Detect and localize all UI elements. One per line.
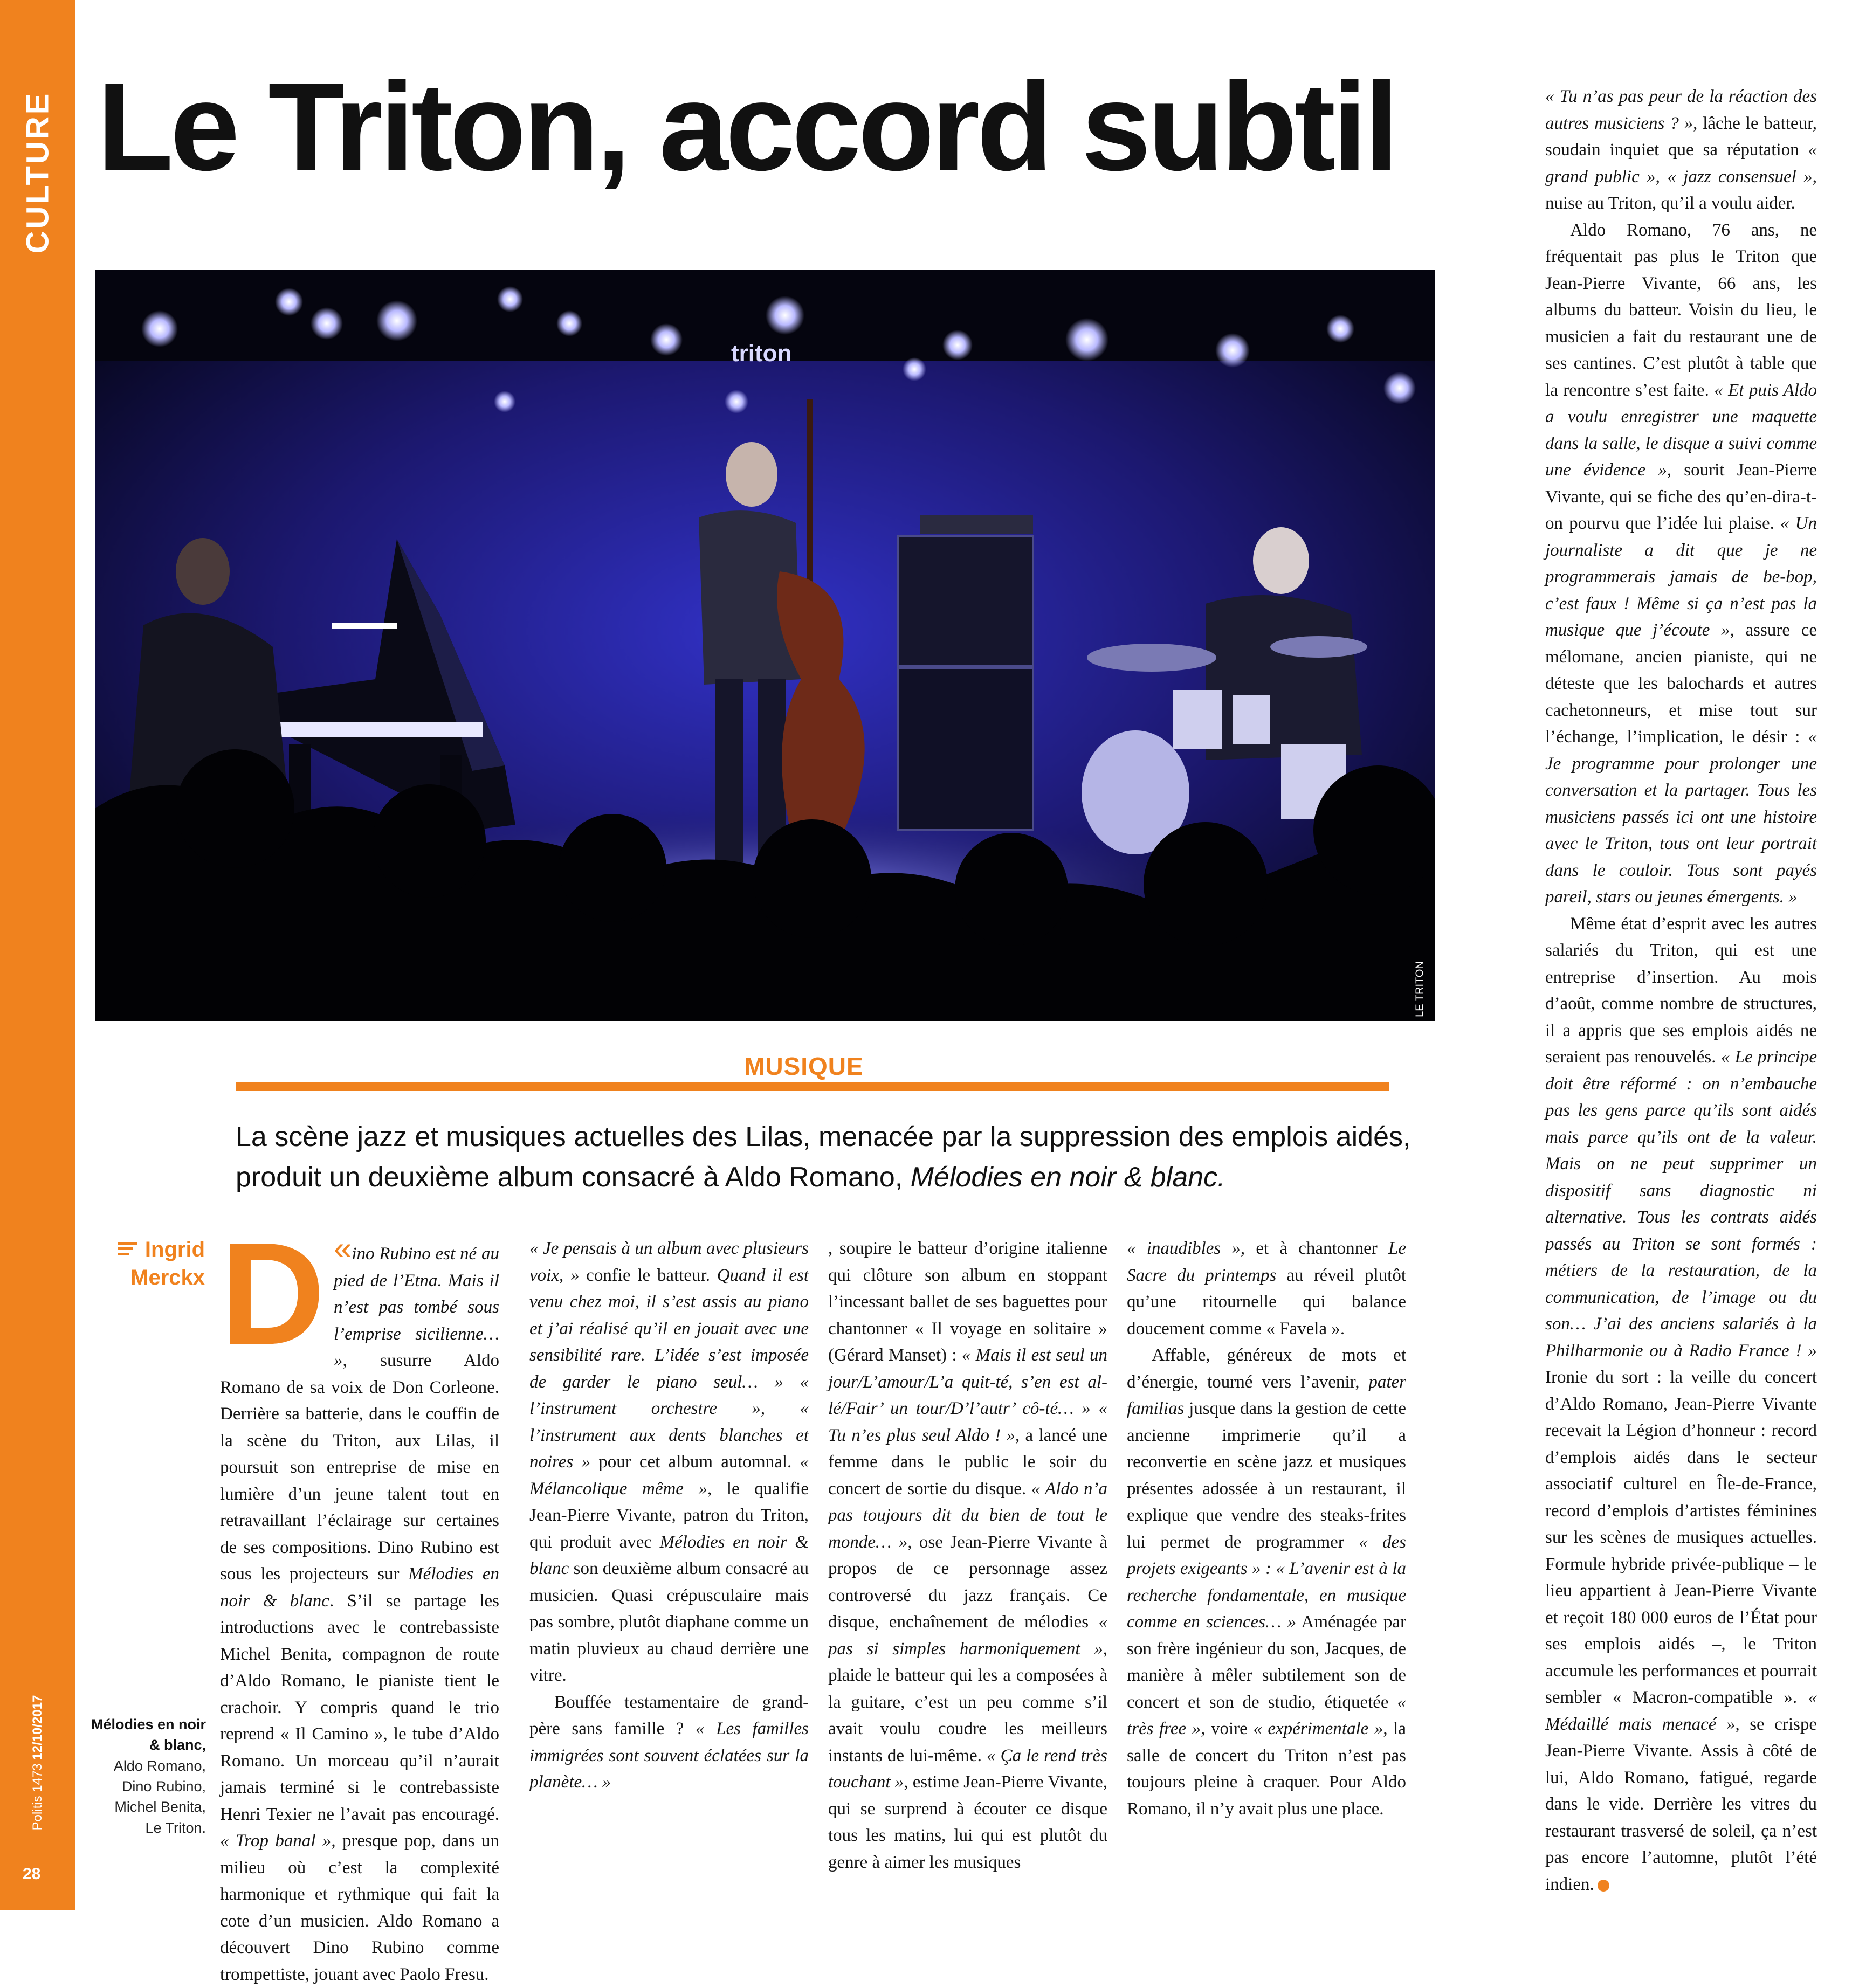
quote-text: « Les familles immigrées sont souvent éclatées sur la planète… » (529, 1719, 809, 1792)
author-first-name: Ingrid (144, 1238, 205, 1261)
concert-photo (95, 270, 1435, 1021)
quote-text: « Et puis Aldo a voulu enregistrer une maquette dans la salle, le disque a suivi comme une évidence » (1545, 380, 1817, 480)
quote-text: « inaudibles » (1127, 1239, 1241, 1258)
byline (119, 1235, 205, 1292)
quote-text: « grand public » (1545, 140, 1817, 187)
quote-text: « Ça le rend très touchant » (828, 1745, 1107, 1792)
caption-line: Dino Rubino, (121, 1778, 206, 1794)
quote-text: « l’instrument orchestre » (529, 1372, 809, 1418)
section-rubric: CULTURE (20, 91, 56, 254)
stage-illustration (95, 270, 1435, 1021)
body-text: Même état d’esprit avec les autres salariés du Triton, qui est une entreprise d’insertion. Au mois d’août, comme nombre de structures, il a appris que ses emplois aidés ne seraient pas renouvelés. (1545, 914, 1817, 1067)
body-text: . S’il se partage les introductions avec le contrebassiste Michel Benita, compagnon de route d’Aldo Romano, le pianiste tient le crachoir. Y compris quand le trio reprend « Il Camino », le tube d’Aldo Romano. Un morceau qu’il n’aurait jamais terminé si le contrebassiste Henri Texier ne l’avait pas encouragé. (220, 1591, 499, 1824)
quote-text: « Mais il est seul un jour/L’amour/L’a quit-té, s’en est al-lé/Fair’ un tour/D’l’autr’ cô-té… » (828, 1345, 1107, 1418)
article-column-1 (220, 1213, 500, 1988)
quote-text: « Un journaliste a dit que je ne programmerais jamais de be-bop, c’est faux ! Même si ça n’est pas la musique que j’écoute » (1545, 514, 1817, 640)
body-text: Ironie du sort : la veille du concert d’Aldo Romano, Jean-Pierre Vivante recevait la Légion d’honneur : record d’emplois aidés dans le secteur associatif culturel en Île-de-France, record d’emplois d’artistes féminines sur les scènes de musiques actuelles. Formule hybride privée-publique – le lieu appartient à Jean-Pierre Vivante et reçoit 180 000 euros de l’État pour ses emplois aidés –, le Triton accumule les performances et pourrait sembler « Macron-compatible ». (1545, 1368, 1817, 1707)
body-text: , soupire le batteur d’origine italienne qui clôture son album en stoppant l’incessant ballet de ses baguettes pour chantonner « Il voyage en solitaire » (Gérard Manset) : (828, 1239, 1107, 1365)
quote-text: « pas si simples harmoniquement » (828, 1612, 1107, 1659)
body-text: , nuise au Triton, qu’il a voulu aider. (1545, 167, 1817, 213)
body-text: , voire (1201, 1719, 1254, 1738)
quote-text: « Tu n’as pas peur de la réaction des autres musiciens ? » (1545, 87, 1817, 133)
article-paragraph (1545, 217, 1817, 911)
caption-line: Aldo Romano, (113, 1757, 206, 1774)
quote-text: « Médaillé mais menacé » (1545, 1688, 1817, 1734)
standfirst-album: Mélodies en noir & blanc. (910, 1162, 1225, 1193)
section-label: MUSIQUE (744, 1052, 864, 1080)
page-number: 28 (23, 1865, 41, 1883)
article-paragraph (529, 1689, 809, 1796)
quote-text: Quand il est venu chez moi, il s’est assis au piano et j’ai réalisé qu’il en jouait avec une sensibilité rare. L’idée s’est imposée de garder le piano seul… » (529, 1265, 809, 1392)
quote-text: ino Rubino est né au pied de l’Etna. Mais il n’est pas tombé sous l’emprise sicilienne… » (334, 1244, 499, 1370)
caption-line: Michel Benita, (114, 1799, 206, 1816)
caption-line: Le Triton. (145, 1819, 206, 1836)
body-text: , lâche le batteur, soudain inquiet que sa réputation (1545, 113, 1817, 160)
issue-date: 12/10/2017 (30, 1695, 45, 1760)
quote-text: « très free » (1127, 1692, 1406, 1738)
work-title: Le Sacre du printemps (1127, 1239, 1406, 1285)
quote-text: « jazz consensuel » (1667, 167, 1813, 187)
body-text: Affable, généreux de mots et d’énergie, tourné vers l’avenir, (1127, 1345, 1406, 1392)
quote-text: « Aldo n’a pas toujours dit du bien de tout le monde… » (828, 1479, 1107, 1552)
body-text: , (760, 1399, 800, 1418)
quote-text: « Je pensais à un album avec plusieurs voix, » (529, 1239, 809, 1285)
section-rule (236, 1082, 1389, 1091)
amplifiers (898, 515, 1033, 830)
quote-text: « Trop banal » (220, 1831, 332, 1851)
body-text: , (1655, 167, 1668, 187)
body-text: pour cet album automnal. (590, 1452, 800, 1472)
body-text: son deuxième album consacré au musicien. Quasi crépusculaire mais pas sombre, plutôt diaphane comme un matin pluvieux au chaud derrière une vitre. (529, 1559, 809, 1685)
article-column-3 (828, 1235, 1107, 1876)
body-text: , plaide le batteur qui les a composées à la guitare, c’est un peu comme s’il avait voulu coudre les meilleurs instants de lui-même. (828, 1639, 1107, 1765)
caption-title: Mélodies en noir & blanc, (91, 1716, 206, 1754)
dropcap: D (220, 1213, 325, 1375)
article-column-4 (1127, 1235, 1406, 1823)
article-column-2 (529, 1235, 809, 1796)
quote-text: « Je programme pour prolonger une conversation et la partager. Tous les musiciens passés ici ont une histoire avec le Triton, tous ont leur portrait dans le couloir. Tous sont payés pareil, stars ou jeunes émergents. » (1545, 727, 1817, 907)
byline-lines-icon (118, 1242, 137, 1256)
orange-sidebar (0, 0, 75, 1910)
end-mark-icon (1598, 1880, 1609, 1892)
body-text: jusque dans la gestion de cette ancienne imprimerie qu’il a reconvertie en scène jazz et musiques présentes adossée à un restaurant, il explique que vendre des steaks-frites lui permet de programmer (1127, 1399, 1406, 1552)
body-text: , estime Jean-Pierre Vivante, qui se surprend à écouter ce disque tous les matins, lui qui est plutôt du genre à aimer les musiques (828, 1772, 1107, 1872)
standfirst (236, 1117, 1422, 1198)
author-last-name: Merckx (130, 1266, 205, 1289)
body-text: confie le batteur. (579, 1265, 717, 1285)
photo-caption (86, 1714, 206, 1838)
album-title: Mélodies en noir & blanc (220, 1564, 500, 1611)
quote-text: « l’instrument aux dents blanches et noires » (529, 1399, 809, 1472)
body-text: , susurre Aldo Romano de sa voix de Don Corleone. Derrière sa batterie, dans le couffin de la scène du Triton, aux Lilas, il poursuit son entreprise de mise en lumière d’un jeune talent tout en retravaillant l’éclairage sur certaines de ses compositions. Dino Rubino est sous les projecteurs sur (220, 1351, 499, 1584)
stage-sign: triton (731, 340, 792, 367)
body-text: , ose Jean-Pierre Vivante à propos de ce personnage assez controversé du jazz français. Ce disque, enchaînement de mélodies (828, 1532, 1107, 1632)
magazine-issue: Politis 1473 (30, 1763, 45, 1831)
body-text: Aldo Romano, 76 ans, ne fréquentait pas plus le Triton que Jean-Pierre Vivante, 66 ans, les albums du batteur. Voisin du lieu, le musicien a fait du restaurant une de ses cantines. C’est plutôt à table que la rencontre s’est faite. (1545, 220, 1817, 400)
photo-credit: LE TRITON (1414, 961, 1426, 1017)
latin-term: pater familias (1127, 1372, 1406, 1418)
body-text: Aménagée par son frère ingénieur du son, Jacques, de manière à mêler subtilement son de concert et son de studio, étiquetée (1127, 1612, 1406, 1712)
article-paragraph (1127, 1342, 1406, 1823)
quote-text: « Mélancolique même » (529, 1452, 809, 1499)
body-text: , se crispe Jean-Pierre Vivante. Assis à côté de lui, Aldo Romano, fatigué, regarde dans le vide. Derrière les vitres du restaurant trasversé de soleil, ça n’est pas encore l’automne, plutôt l’été indien. (1545, 1714, 1817, 1894)
standfirst-text: La scène jazz et musiques actuelles des Lilas, menacée par la suppression des emplois aidés, produit un deuxième album consacré à Aldo Romano, (236, 1121, 1411, 1193)
article-column-5 (1545, 84, 1817, 1898)
body-text: au réveil plutôt qu’une ritournelle qui balance doucement comme « Favela ». (1127, 1265, 1406, 1338)
article-paragraph (1127, 1235, 1406, 1342)
lede-quote-mark: « (334, 1230, 352, 1266)
article-paragraph (1545, 84, 1817, 217)
issue-info (30, 1695, 45, 1831)
article-paragraph (1545, 911, 1817, 1899)
body-text (783, 1372, 800, 1392)
article-paragraph (529, 1235, 809, 1689)
body-text: , assure ce mélomane, ancien pianiste, qui ne déteste que les balochards et autres cachetonneurs, et mise tout sur l’échange, l’implication, le désir : (1545, 620, 1817, 747)
album-title: Mélodies en noir & blanc (529, 1532, 809, 1578)
body-text: , a lancé une femme dans le public le soir du concert de sortie du disque. (828, 1425, 1107, 1499)
body-text (1091, 1399, 1099, 1418)
headline: Le Triton, accord subtil (97, 57, 1396, 197)
body-text: , sourit Jean-Pierre Vivante, qui se fiche des qu’en-dira-t-on pourvu que l’idée lui plaise. (1545, 460, 1817, 533)
quote-text: « Le principe doit être réformé : on n’embauche pas les gens parce qu’ils sont aidés mais parce qu’ils ont de la valeur. Mais on ne peut supprimer un dispositif sans diagnostic ni alternative. Tous les contrats aidés passés au Triton se sont formés : métiers de la restauration, de la communication, de l’image ou du son… J’ai des anciens salariés à la Philharmonie ou à Radio France ! » (1545, 1047, 1817, 1361)
body-text: , la salle de concert du Triton n’est pas toujours pleine à craquer. Pour Aldo Romano, il n’y avait plus une place. (1127, 1719, 1406, 1819)
body-text: Bouffée testamentaire de grand-père sans famille ? (529, 1692, 809, 1738)
article-paragraph (828, 1235, 1107, 1876)
body-text: , le qualifie Jean-Pierre Vivante, patron du Triton, qui produit avec (529, 1479, 809, 1552)
quote-text: « Tu n’es plus seul Aldo ! » (828, 1399, 1108, 1445)
article-paragraph (220, 1213, 500, 1988)
body-text: , presque pop, dans un milieu où c’est la complexité harmonique et rythmique qui fait la cote d’un musicien. Aldo Romano a découvert Dino Rubino comme trompettiste, jouant avec Paolo Fresu. (220, 1831, 499, 1984)
quote-text: « expérimentale » (1253, 1719, 1383, 1738)
body-text: , et à chantonner (1240, 1239, 1388, 1258)
quote-text: « des projets exigeants » : « L’avenir est à la recherche fondamentale, en musique comme en sciences… » (1127, 1532, 1406, 1632)
